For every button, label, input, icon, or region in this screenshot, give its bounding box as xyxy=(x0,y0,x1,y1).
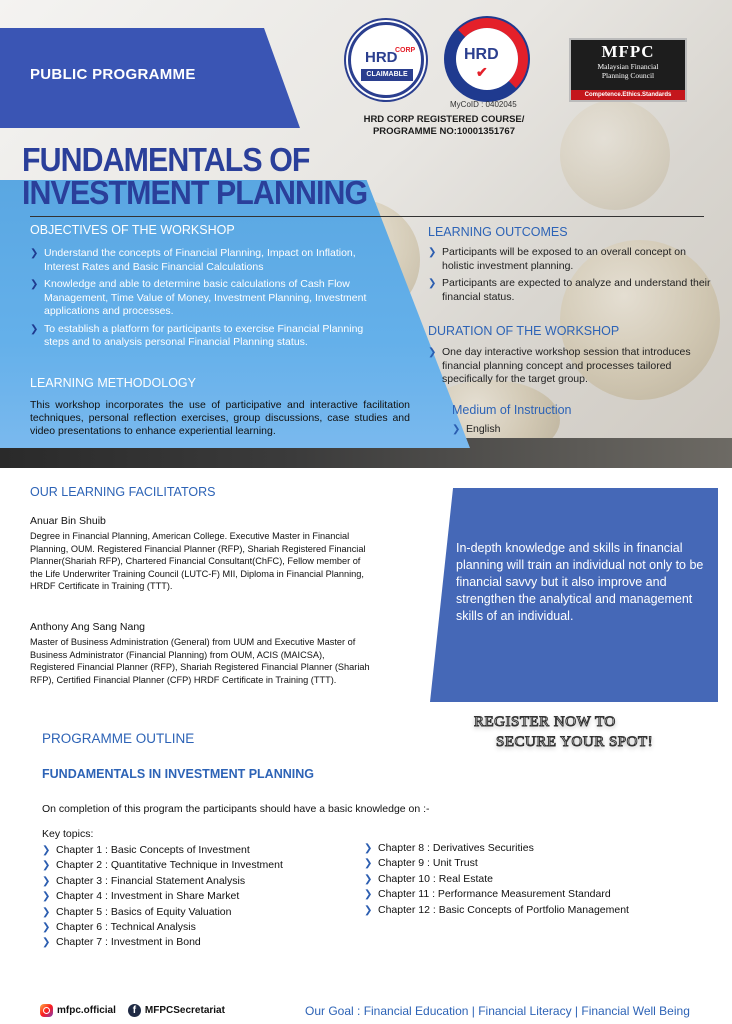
arrow-bullet-icon: ❯ xyxy=(452,424,461,435)
arrow-bullet-icon: ❯ xyxy=(428,278,437,289)
list-item-text: Participants will be exposed to an overall concept on holistic investment planning. xyxy=(442,246,686,272)
hrd-reg-line2: PROGRAMME NO:10001351767 xyxy=(372,126,516,137)
arrow-bullet-icon: ❯ xyxy=(428,247,437,258)
arrow-bullet-icon: ❯ xyxy=(364,858,373,870)
chapter-item xyxy=(42,935,283,950)
list-item xyxy=(30,323,380,350)
key-topics-label: Key topics: xyxy=(42,828,94,840)
arrow-bullet-icon: ❯ xyxy=(30,323,39,335)
list-item xyxy=(30,278,380,319)
coin-image xyxy=(560,100,670,210)
hrd-corp-claimable-badge xyxy=(348,22,424,98)
facilitators-heading: OUR LEARNING FACILITATORS xyxy=(30,485,216,499)
instagram-icon[interactable] xyxy=(40,1004,53,1017)
page-title-line1: FUNDAMENTALS OF xyxy=(22,141,310,178)
list-item-text: English xyxy=(466,423,501,435)
chapters-list-left xyxy=(42,843,283,951)
facebook-handle[interactable]: MFPCSecretariat xyxy=(144,1005,225,1016)
arrow-bullet-icon: ❯ xyxy=(42,921,51,933)
chapter-text: Chapter 2 : Quantitative Technique in Investment xyxy=(56,859,283,872)
list-item xyxy=(428,277,720,304)
hrd-registration-number xyxy=(356,114,532,138)
chapter-item xyxy=(364,887,629,902)
chapter-text: Chapter 9 : Unit Trust xyxy=(378,857,478,870)
list-item xyxy=(428,346,720,387)
chapter-item xyxy=(42,858,283,873)
list-item-text: Participants are expected to analyze and understand their financial status. xyxy=(442,277,711,303)
facilitator-description: Degree in Financial Planning, American College. Executive Master in Financial Planning, OUM. Registered Financial Planner (RFP), Shariah Registered Financial Planner(Shariah RFP), Chartered Financial Consultant(ChFC), Fellow member of the Life Underwriter Training Council (LUTC-F) MII, Diploma in Financial Planning, HRDF Certificate in Training (TTT). xyxy=(30,531,366,592)
arrow-bullet-icon: ❯ xyxy=(42,875,51,887)
list-item-text: One day interactive workshop session that introduces financial planning concept and processes tailored specifically for the target group. xyxy=(442,346,691,385)
duration-list xyxy=(428,346,720,391)
chapter-text: Chapter 3 : Financial Statement Analysis xyxy=(56,874,246,887)
badge-corp-text: CORP xyxy=(395,47,416,54)
facilitator-description: Master of Business Administration (General) from UUM and Executive Master of Business Administrator (Financial Planning) from OUM, ACIS (MAICSA), Registered Financial Planner (RFP), Shariah Registered Financial Planner (Shariah RFP), Certified Financial Planner (CFP) HRDF Certificate in Training (TTT). xyxy=(30,637,370,685)
duration-heading: DURATION OF THE WORKSHOP xyxy=(428,324,620,338)
chapter-item xyxy=(42,874,283,889)
chapter-item xyxy=(364,903,629,918)
chapter-text: Chapter 7 : Investment in Bond xyxy=(56,936,201,949)
mycoid-text: MyCoID : 0402045 xyxy=(450,100,517,109)
chapter-item xyxy=(42,843,283,858)
mfpc-logo xyxy=(569,38,687,102)
instagram-handle[interactable]: mfpc.official xyxy=(57,1005,116,1016)
programme-outline-heading: PROGRAMME OUTLINE xyxy=(42,731,195,746)
chapter-item xyxy=(364,841,629,856)
list-item-text: To establish a platform for participants to exercise Financial Planning steps and to analysis personal Financial Planning status. xyxy=(44,322,364,348)
divider xyxy=(30,216,704,217)
chapter-text: Chapter 5 : Basics of Equity Valuation xyxy=(56,905,232,918)
objectives-list xyxy=(30,247,380,354)
chapter-text: Chapter 11 : Performance Measurement Standard xyxy=(378,888,611,901)
methodology-heading: LEARNING METHODOLOGY xyxy=(30,376,196,390)
arrow-bullet-icon: ❯ xyxy=(42,906,51,918)
page-title xyxy=(22,143,367,209)
facebook-icon[interactable]: f xyxy=(128,1004,141,1017)
hrd-corp-registered-badge xyxy=(444,16,530,102)
quote-text: In-depth knowledge and skills in financial planning will train an individual not only to be financial savvy but it also improve and strengthen the analytical and management skills of an individual. xyxy=(456,541,704,623)
list-item-text: Knowledge and able to determine basic calculations of Cash Flow Management, Time Value of Money, Investment Planning, Investment applications and processes. xyxy=(44,278,367,317)
programme-type-label: PUBLIC PROGRAMME xyxy=(30,66,196,83)
chapter-text: Chapter 12 : Basic Concepts of Portfolio Management xyxy=(378,903,629,916)
chapters-list-right xyxy=(364,841,629,918)
arrow-bullet-icon: ❯ xyxy=(364,889,373,901)
chapter-item xyxy=(42,920,283,935)
list-item xyxy=(428,246,720,273)
arrow-bullet-icon: ❯ xyxy=(364,904,373,916)
hrd-reg-line1: HRD CORP REGISTERED COURSE/ xyxy=(363,114,525,125)
arrow-bullet-icon: ❯ xyxy=(42,860,51,872)
outcomes-list xyxy=(428,246,720,308)
medium-list xyxy=(452,423,652,441)
register-callout xyxy=(470,714,720,758)
arrow-bullet-icon: ❯ xyxy=(42,891,51,903)
mfpc-logo-title: MFPC xyxy=(601,42,655,61)
chapter-text: Chapter 8 : Derivatives Securities xyxy=(378,842,534,854)
register-line1: REGISTER NOW TO xyxy=(474,714,616,730)
badge-hrd-text: HRD xyxy=(365,49,398,66)
medium-heading: Medium of Instruction xyxy=(452,403,572,417)
outcomes-heading: LEARNING OUTCOMES xyxy=(428,225,568,239)
arrow-bullet-icon: ❯ xyxy=(30,248,39,259)
page-title-line2: INVESTMENT PLANNING xyxy=(22,174,368,211)
check-icon: ✔ xyxy=(476,64,488,80)
badge-claimable-text: CLAIMABLE xyxy=(361,69,413,81)
outline-subheading: FUNDAMENTALS IN INVESTMENT PLANNING xyxy=(42,767,314,781)
arrow-bullet-icon: ❯ xyxy=(428,347,437,358)
mfpc-logo-subtitle: Planning Council xyxy=(601,71,655,80)
register-line2: SECURE YOUR SPOT! xyxy=(496,734,654,750)
arrow-bullet-icon: ❯ xyxy=(42,937,51,949)
chapter-item xyxy=(364,856,629,871)
facilitator-name: Anthony Ang Sang Nang xyxy=(30,621,146,633)
mfpc-logo-tagline: Competence.Ethics.Standards xyxy=(571,90,685,100)
list-item xyxy=(30,247,380,274)
badge-hrd-text: HRD xyxy=(464,46,499,63)
arrow-bullet-icon: ❯ xyxy=(30,279,39,290)
chapter-text: Chapter 10 : Real Estate xyxy=(378,872,493,885)
chapter-text: Chapter 4 : Investment in Share Market xyxy=(56,890,240,903)
facilitator-name: Anuar Bin Shuib xyxy=(30,515,106,527)
objectives-heading: OBJECTIVES OF THE WORKSHOP xyxy=(30,223,235,237)
arrow-bullet-icon: ❯ xyxy=(364,843,373,854)
mfpc-logo-subtitle: Malaysian Financial xyxy=(597,62,659,71)
arrow-bullet-icon: ❯ xyxy=(364,873,373,885)
footer-goal: Our Goal : Financial Education | Financial Literacy | Financial Well Being xyxy=(305,1004,690,1018)
completion-text: On completion of this program the participants should have a basic knowledge on :- xyxy=(42,803,430,815)
chapter-item xyxy=(42,905,283,920)
chapter-item xyxy=(42,889,283,904)
methodology-text: This workshop incorporates the use of participative and interactive facilitation techniques, personal reflection exercises, group discussions, case studies and video presentations to enhance experiential learning. xyxy=(30,399,410,437)
chapter-item xyxy=(364,872,629,887)
list-item-text: Understand the concepts of Financial Planning, Impact on Inflation, Interest Rates and Basic Financial Calculations xyxy=(44,247,356,273)
list-item xyxy=(452,423,652,437)
chapter-text: Chapter 6 : Technical Analysis xyxy=(56,920,196,933)
footer-social xyxy=(40,1004,225,1017)
chapter-text: Chapter 1 : Basic Concepts of Investment xyxy=(56,844,250,856)
arrow-bullet-icon: ❯ xyxy=(42,845,51,856)
